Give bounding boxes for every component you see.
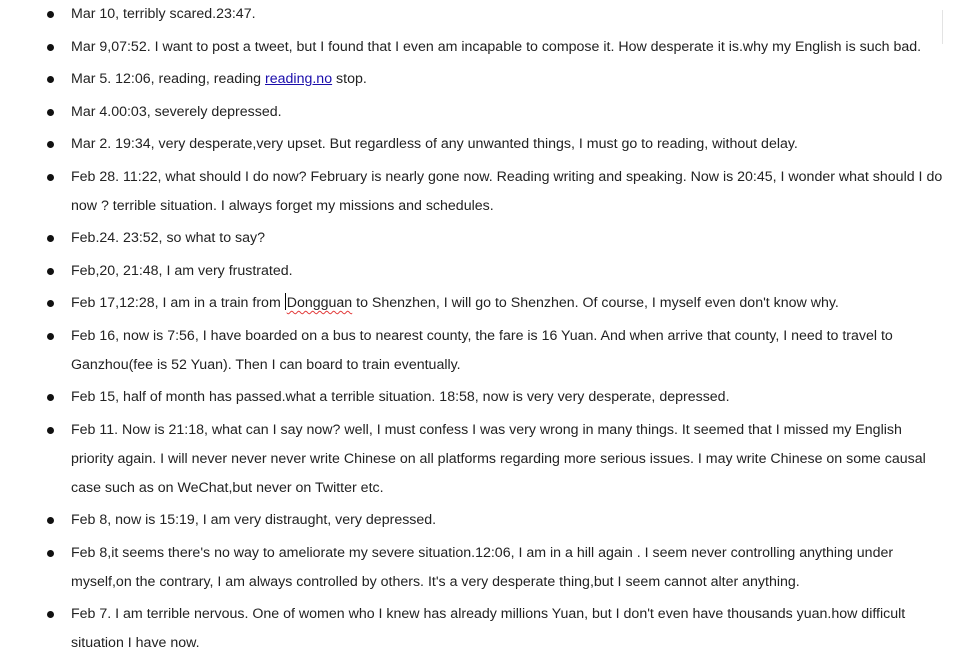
bullet-dot bbox=[47, 611, 54, 618]
entry-text: Feb,20, 21:48, I am very frustrated. bbox=[71, 262, 293, 279]
entry-text: Feb 17,12:28, I am in a train from bbox=[71, 295, 285, 311]
journal-entry bbox=[0, 322, 959, 380]
bullet-dot bbox=[47, 141, 54, 148]
reading-link[interactable]: reading.no bbox=[265, 71, 333, 87]
entry-text: Mar 4.00:03, severely depressed. bbox=[71, 103, 282, 120]
journal-entry bbox=[0, 98, 959, 127]
entry-text: Mar 2. 19:34, very desperate,very upset. But regardless of any unwanted things, I must go to reading, without delay. bbox=[71, 136, 798, 152]
journal-entry bbox=[0, 163, 959, 221]
journal-entry bbox=[0, 0, 959, 29]
page-edge-marker bbox=[942, 10, 953, 44]
bullet-dot bbox=[47, 235, 54, 242]
entry-text: Mar 5. 12:06, reading, reading bbox=[71, 71, 266, 87]
journal-entry bbox=[0, 383, 959, 412]
misspelled-word[interactable]: Dongguan bbox=[286, 295, 353, 311]
entry-text: Feb 8,it seems there's no way to ameliorate my severe situation.12:06, I am in a hill again . I seem never controlling anything under myself,on the contrary, I am always controlled by others. It's a very desperate thing,but I seem cannot alter anything. bbox=[71, 544, 894, 590]
bullet-dot bbox=[47, 44, 54, 51]
bullet-dot bbox=[47, 174, 54, 181]
bullet-dot bbox=[47, 268, 54, 275]
entry-text: Feb 16, now is 7:56, I have boarded on a bus to nearest county, the fare is 16 Yuan. And when arrive that county, I need to travel to Ganzhou(fee is 52 Yuan). Then I can board to train eventually. bbox=[71, 327, 893, 373]
journal-entry bbox=[0, 289, 959, 318]
journal-entry bbox=[0, 130, 959, 159]
journal-entry bbox=[0, 33, 959, 62]
entry-text: stop. bbox=[332, 71, 367, 87]
entry-text: to Shenzhen, I will go to Shenzhen. Of course, I myself even don't know why. bbox=[352, 295, 839, 311]
entry-text: Feb 11. Now is 21:18, what can I say now? well, I must confess I was very wrong in many things. It seemed that I missed my English priority again. I will never never never write Chinese on all platforms regarding more serious issues. I may write Chinese on some causal case such as on WeChat,but never on Twitter etc. bbox=[71, 421, 926, 496]
bullet-dot bbox=[47, 300, 54, 307]
bullet-dot bbox=[47, 11, 54, 18]
bullet-dot bbox=[47, 427, 54, 434]
bullet-dot bbox=[47, 550, 54, 557]
text-cursor bbox=[285, 293, 286, 310]
entry-text: Mar 9,07:52. I want to post a tweet, but I found that I even am incapable to compose it. How desperate it is.why my English is such bad. bbox=[71, 38, 922, 55]
journal-entry bbox=[0, 257, 959, 286]
bullet-dot bbox=[47, 109, 54, 116]
journal-entry bbox=[0, 224, 959, 253]
journal-entry bbox=[0, 600, 959, 658]
journal-entry bbox=[0, 506, 959, 535]
bullet-dot bbox=[47, 76, 54, 83]
bullet-dot bbox=[47, 394, 54, 401]
entry-text: Feb 28. 11:22, what should I do now? February is nearly gone now. Reading writing and speaking. Now is 20:45, I wonder what should I do now ? terrible situation. I always forget my missions and schedules. bbox=[71, 168, 943, 214]
bullet-dot bbox=[47, 517, 54, 524]
entry-text: Feb 8, now is 15:19, I am very distraught, very depressed. bbox=[71, 512, 437, 528]
journal-entry bbox=[0, 539, 959, 597]
entry-text: Feb.24. 23:52, so what to say? bbox=[71, 230, 266, 246]
journal-entry bbox=[0, 416, 959, 503]
entry-text: Feb 7. I am terrible nervous. One of women who I knew has already millions Yuan, but I don't even have thousands yuan.how difficult situation I have now. bbox=[71, 606, 906, 651]
journal-entry bbox=[0, 65, 959, 94]
entry-text: Feb 15, half of month has passed.what a terrible situation. 18:58, now is very very desperate, depressed. bbox=[71, 389, 730, 405]
bullet-dot bbox=[47, 333, 54, 340]
entry-text: Mar 10, terribly scared.23:47. bbox=[71, 6, 256, 22]
